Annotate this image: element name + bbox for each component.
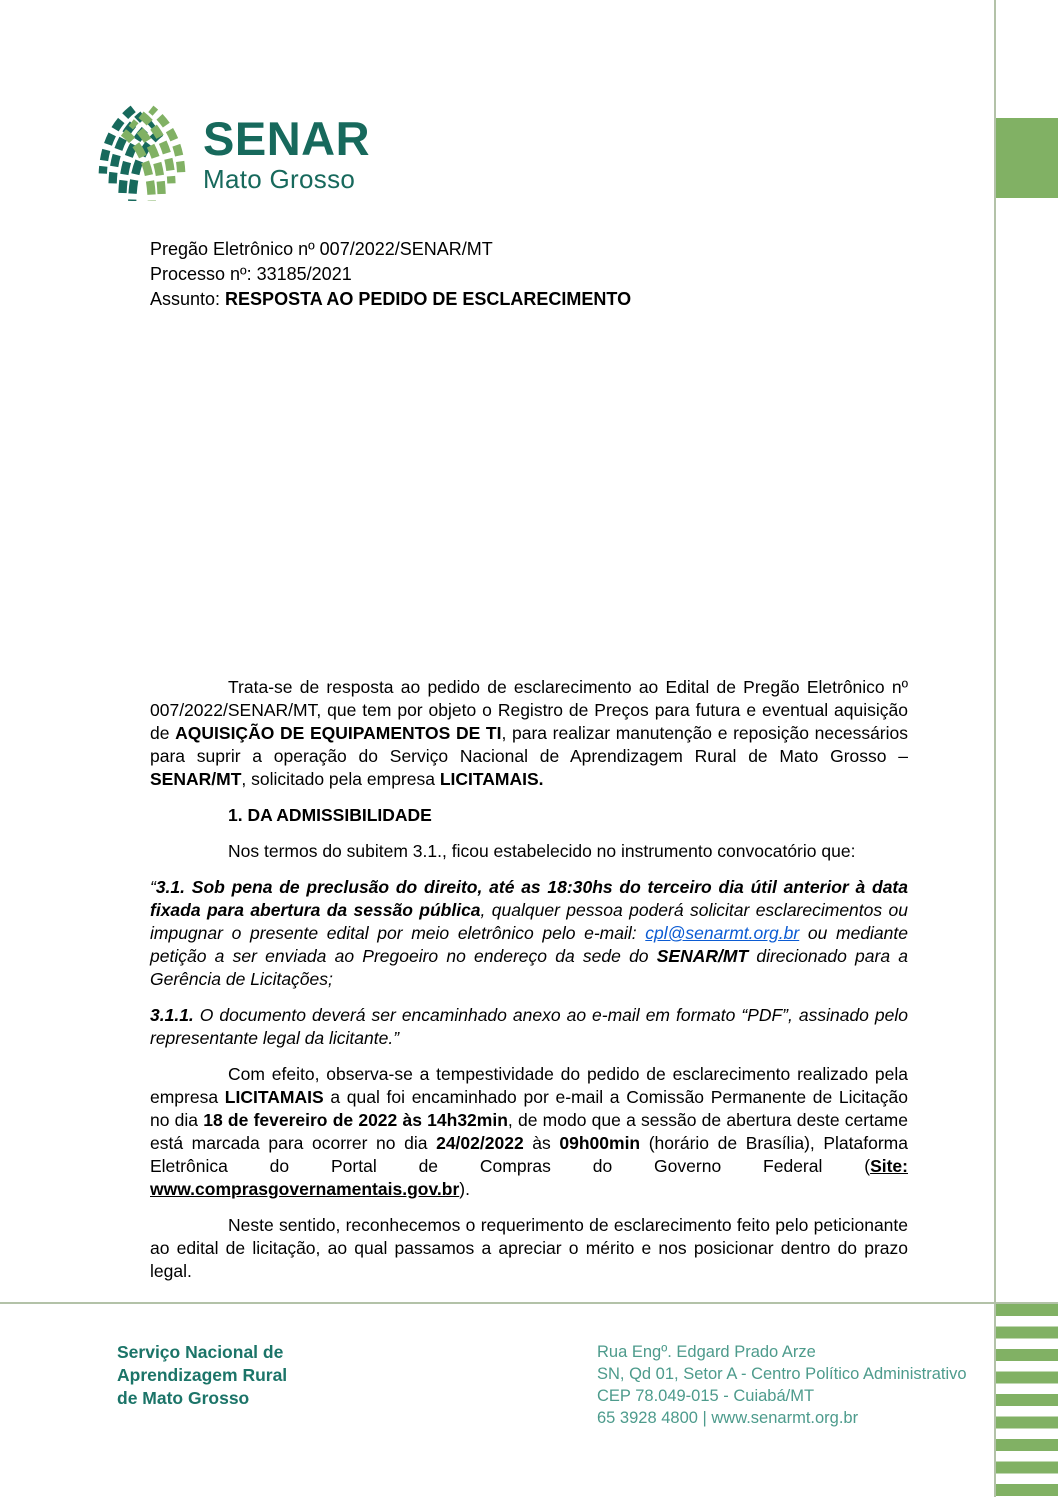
text-run: (horário de Brasília), Plataforma Eletrônica do Portal de Compras do Governo Federal ( xyxy=(150,1133,908,1176)
assunto-label: Assunto: xyxy=(150,289,226,309)
email-link[interactable]: cpl@senarmt.org.br xyxy=(645,923,800,943)
footer-address-line: CEP 78.049-015 - Cuiabá/MT xyxy=(597,1387,815,1405)
document-header xyxy=(150,237,631,312)
text-run: O documento deverá ser encaminhado anexo ao e-mail em formato “PDF”, assinado pelo representante legal da licitante.” xyxy=(150,1005,908,1048)
footer-org-line: Serviço Nacional de xyxy=(117,1342,284,1362)
text-run: ou mediante petição a ser enviada ao Pregoeiro no endereço da sede do xyxy=(150,923,908,966)
text-run-bold: 09h00min xyxy=(559,1133,641,1153)
footer-org-line: de Mato Grosso xyxy=(117,1388,250,1408)
text-run: às xyxy=(523,1133,560,1153)
text-run-bold: SENAR/MT xyxy=(656,946,749,966)
paragraph-com-efeito xyxy=(150,1063,908,1201)
text-run: , qualquer pessoa poderá solicitar esclarecimentos ou impugnar o presente edital por meio eletrônico pelo e-mail: xyxy=(150,900,908,943)
text-run-bold: 3.1.1. xyxy=(150,1005,194,1025)
text-run-bold: 3.1. Sob pena de preclusão do direito, até as 18:30hs do terceiro dia útil anterior à data fixada para abertura da sessão pública xyxy=(150,877,908,920)
senar-logo xyxy=(93,103,370,206)
text-run: a qual foi encaminhado por e-mail a Comissão Permanente de Licitação no dia xyxy=(150,1087,908,1130)
header-processo-line: Processo nº: 33185/2021 xyxy=(150,264,352,284)
right-accent-line xyxy=(994,0,996,1497)
text-run: ). xyxy=(459,1179,470,1199)
document-body xyxy=(150,676,908,1296)
text-run: , de modo que a sessão de abertura deste certame está marcada para ocorrer no dia xyxy=(150,1110,908,1153)
bottom-right-accent-stripes xyxy=(996,1304,1058,1497)
footer-address xyxy=(597,1341,967,1429)
paragraph-nos-termos: Nos termos do subitem 3.1., ficou estabelecido no instrumento convocatório que: xyxy=(228,841,856,861)
text-run-bold: 18 de fevereiro de 2022 às 14h32min xyxy=(203,1110,508,1130)
right-accent-square xyxy=(996,118,1058,198)
footer-address-line: SN, Qd 01, Setor A - Centro Político Administrativo xyxy=(597,1365,967,1383)
text-run: direcionado para a Gerência de Licitações; xyxy=(150,946,909,989)
paragraph-intro xyxy=(150,676,908,791)
footer-org-line: Aprendizagem Rural xyxy=(117,1365,288,1385)
quote-item-3-1-1 xyxy=(150,1004,908,1050)
text-run: , para realizar manutenção e reposição necessários para suprir a operação do Serviço Nacional de Aprendizagem Rural de Mato Grosso – xyxy=(150,723,909,766)
heading-text: 1. DA ADMISSIBILIDADE xyxy=(228,805,432,825)
quote-item-3-1 xyxy=(150,876,908,991)
section-heading-admissibilidade xyxy=(150,804,908,827)
text-run-bold: SENAR/MT xyxy=(150,769,242,789)
logo-name: SENAR xyxy=(203,112,371,165)
text-run-bold: LICITAMAIS xyxy=(224,1087,324,1107)
logo-region: Mato Grosso xyxy=(203,164,356,194)
assunto-value: RESPOSTA AO PEDIDO DE ESCLARECIMENTO xyxy=(225,289,632,309)
senar-logo-icon xyxy=(93,103,193,206)
text-run: Trata-se de resposta ao pedido de esclarecimento ao Edital de Pregão Eletrônico nº 007/2022/SENAR/MT, que tem por objeto o Registro de Preços para futura e eventual aquisição de xyxy=(150,677,908,743)
paragraph-neste-sentido: Neste sentido, reconhecemos o requerimento de esclarecimento feito pelo peticionante ao edital de licitação, ao qual passamos a apreciar o mérito e nos posicionar dentro do prazo legal. xyxy=(150,1215,908,1281)
senar-logo-text xyxy=(203,112,371,194)
footer-organization xyxy=(117,1341,287,1410)
header-pregao-line: Pregão Eletrônico nº 007/2022/SENAR/MT xyxy=(150,239,493,259)
text-run-bold: AQUISIÇÃO DE EQUIPAMENTOS DE TI xyxy=(175,723,502,743)
footer-divider-line xyxy=(0,1302,1058,1304)
header-assunto-line xyxy=(150,287,631,312)
footer-address-line: 65 3928 4800 | www.senarmt.org.br xyxy=(597,1409,859,1427)
compras-governamentais-link[interactable]: Site: www.comprasgovernamentais.gov.br xyxy=(150,1156,908,1199)
text-run-bold: LICITAMAIS. xyxy=(439,769,544,789)
footer-address-line: Rua Engº. Edgard Prado Arze xyxy=(597,1343,816,1361)
text-run: , solicitado pela empresa xyxy=(241,769,440,789)
text-run: “ xyxy=(150,877,156,897)
text-run-bold: 24/02/2022 xyxy=(436,1133,524,1153)
text-run: Com efeito, observa-se a tempestividade do pedido de esclarecimento realizado pela empresa xyxy=(150,1064,908,1107)
